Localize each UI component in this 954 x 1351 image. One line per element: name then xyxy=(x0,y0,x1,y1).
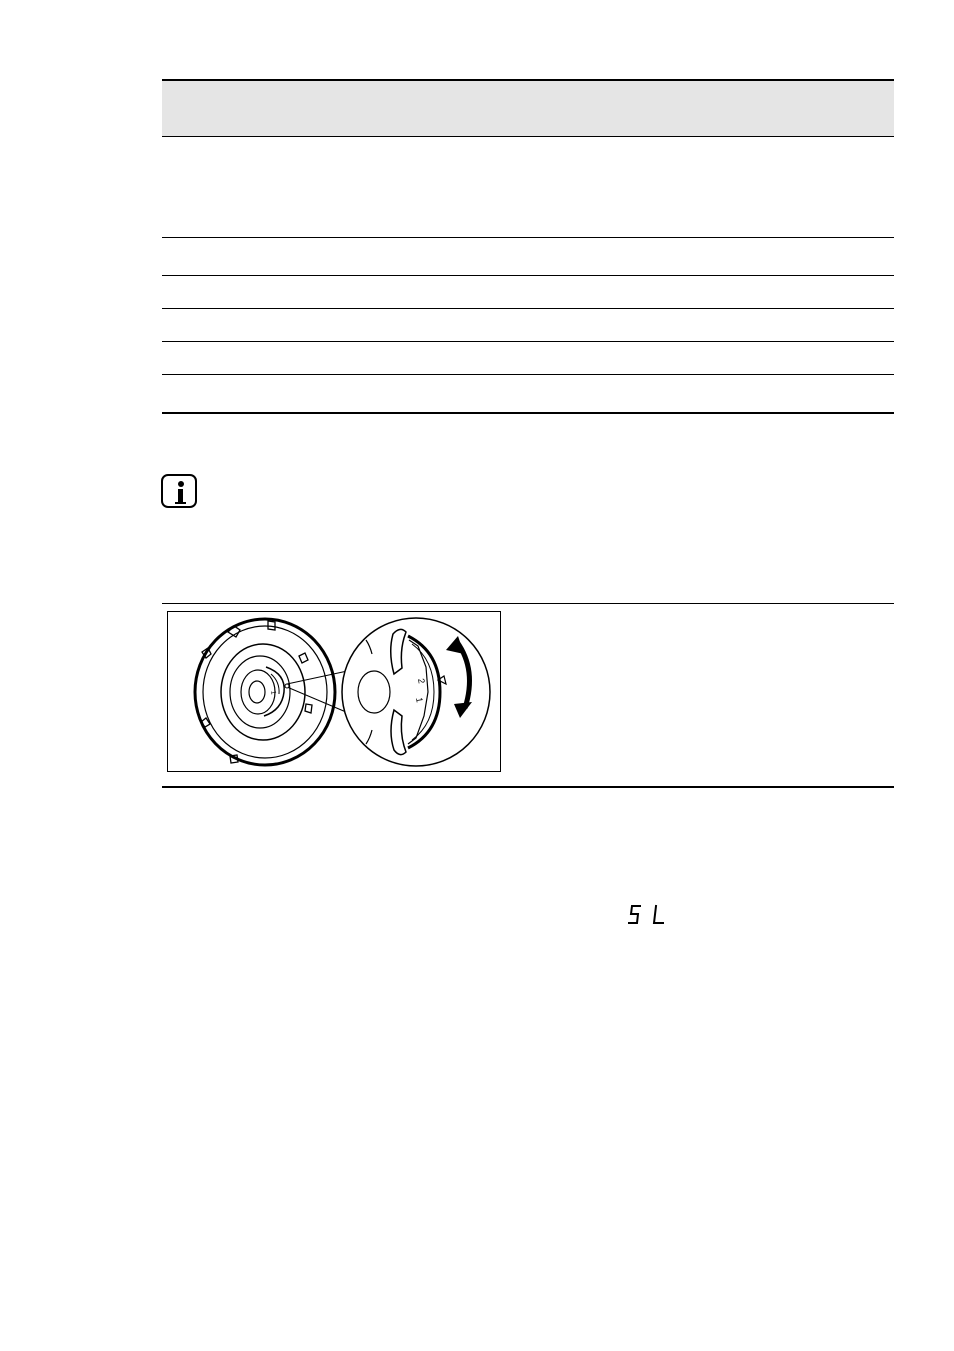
table-row xyxy=(162,136,894,237)
svg-text:1: 1 xyxy=(269,690,277,696)
info-icon xyxy=(161,474,197,508)
table-cell xyxy=(578,238,894,275)
table-cell xyxy=(578,342,894,374)
table-cell xyxy=(162,276,578,308)
table-row xyxy=(162,341,894,374)
table-cell xyxy=(162,238,578,275)
dial-illustration xyxy=(168,612,500,771)
table-cell xyxy=(578,137,894,237)
table-cell xyxy=(162,137,578,237)
table-row xyxy=(162,374,894,414)
display-code-5l xyxy=(628,904,668,926)
seven-segment-display xyxy=(628,904,668,931)
table-cell xyxy=(162,342,578,374)
table-cell xyxy=(578,81,894,136)
dial-mark-label: 1 xyxy=(414,696,425,704)
table-row xyxy=(162,275,894,308)
table-header-row xyxy=(162,79,894,136)
table-cell xyxy=(162,81,578,136)
table-cell xyxy=(162,375,578,412)
table-cell xyxy=(162,309,578,341)
table-row xyxy=(162,308,894,341)
table-cell xyxy=(578,276,894,308)
dial-mark-label: 2 xyxy=(416,677,427,685)
table-row xyxy=(162,237,894,275)
table-cell xyxy=(578,309,894,341)
settings-table xyxy=(162,79,894,414)
table-cell xyxy=(578,375,894,412)
water-softener-dial-figure xyxy=(167,611,501,772)
figure-section xyxy=(162,603,894,788)
